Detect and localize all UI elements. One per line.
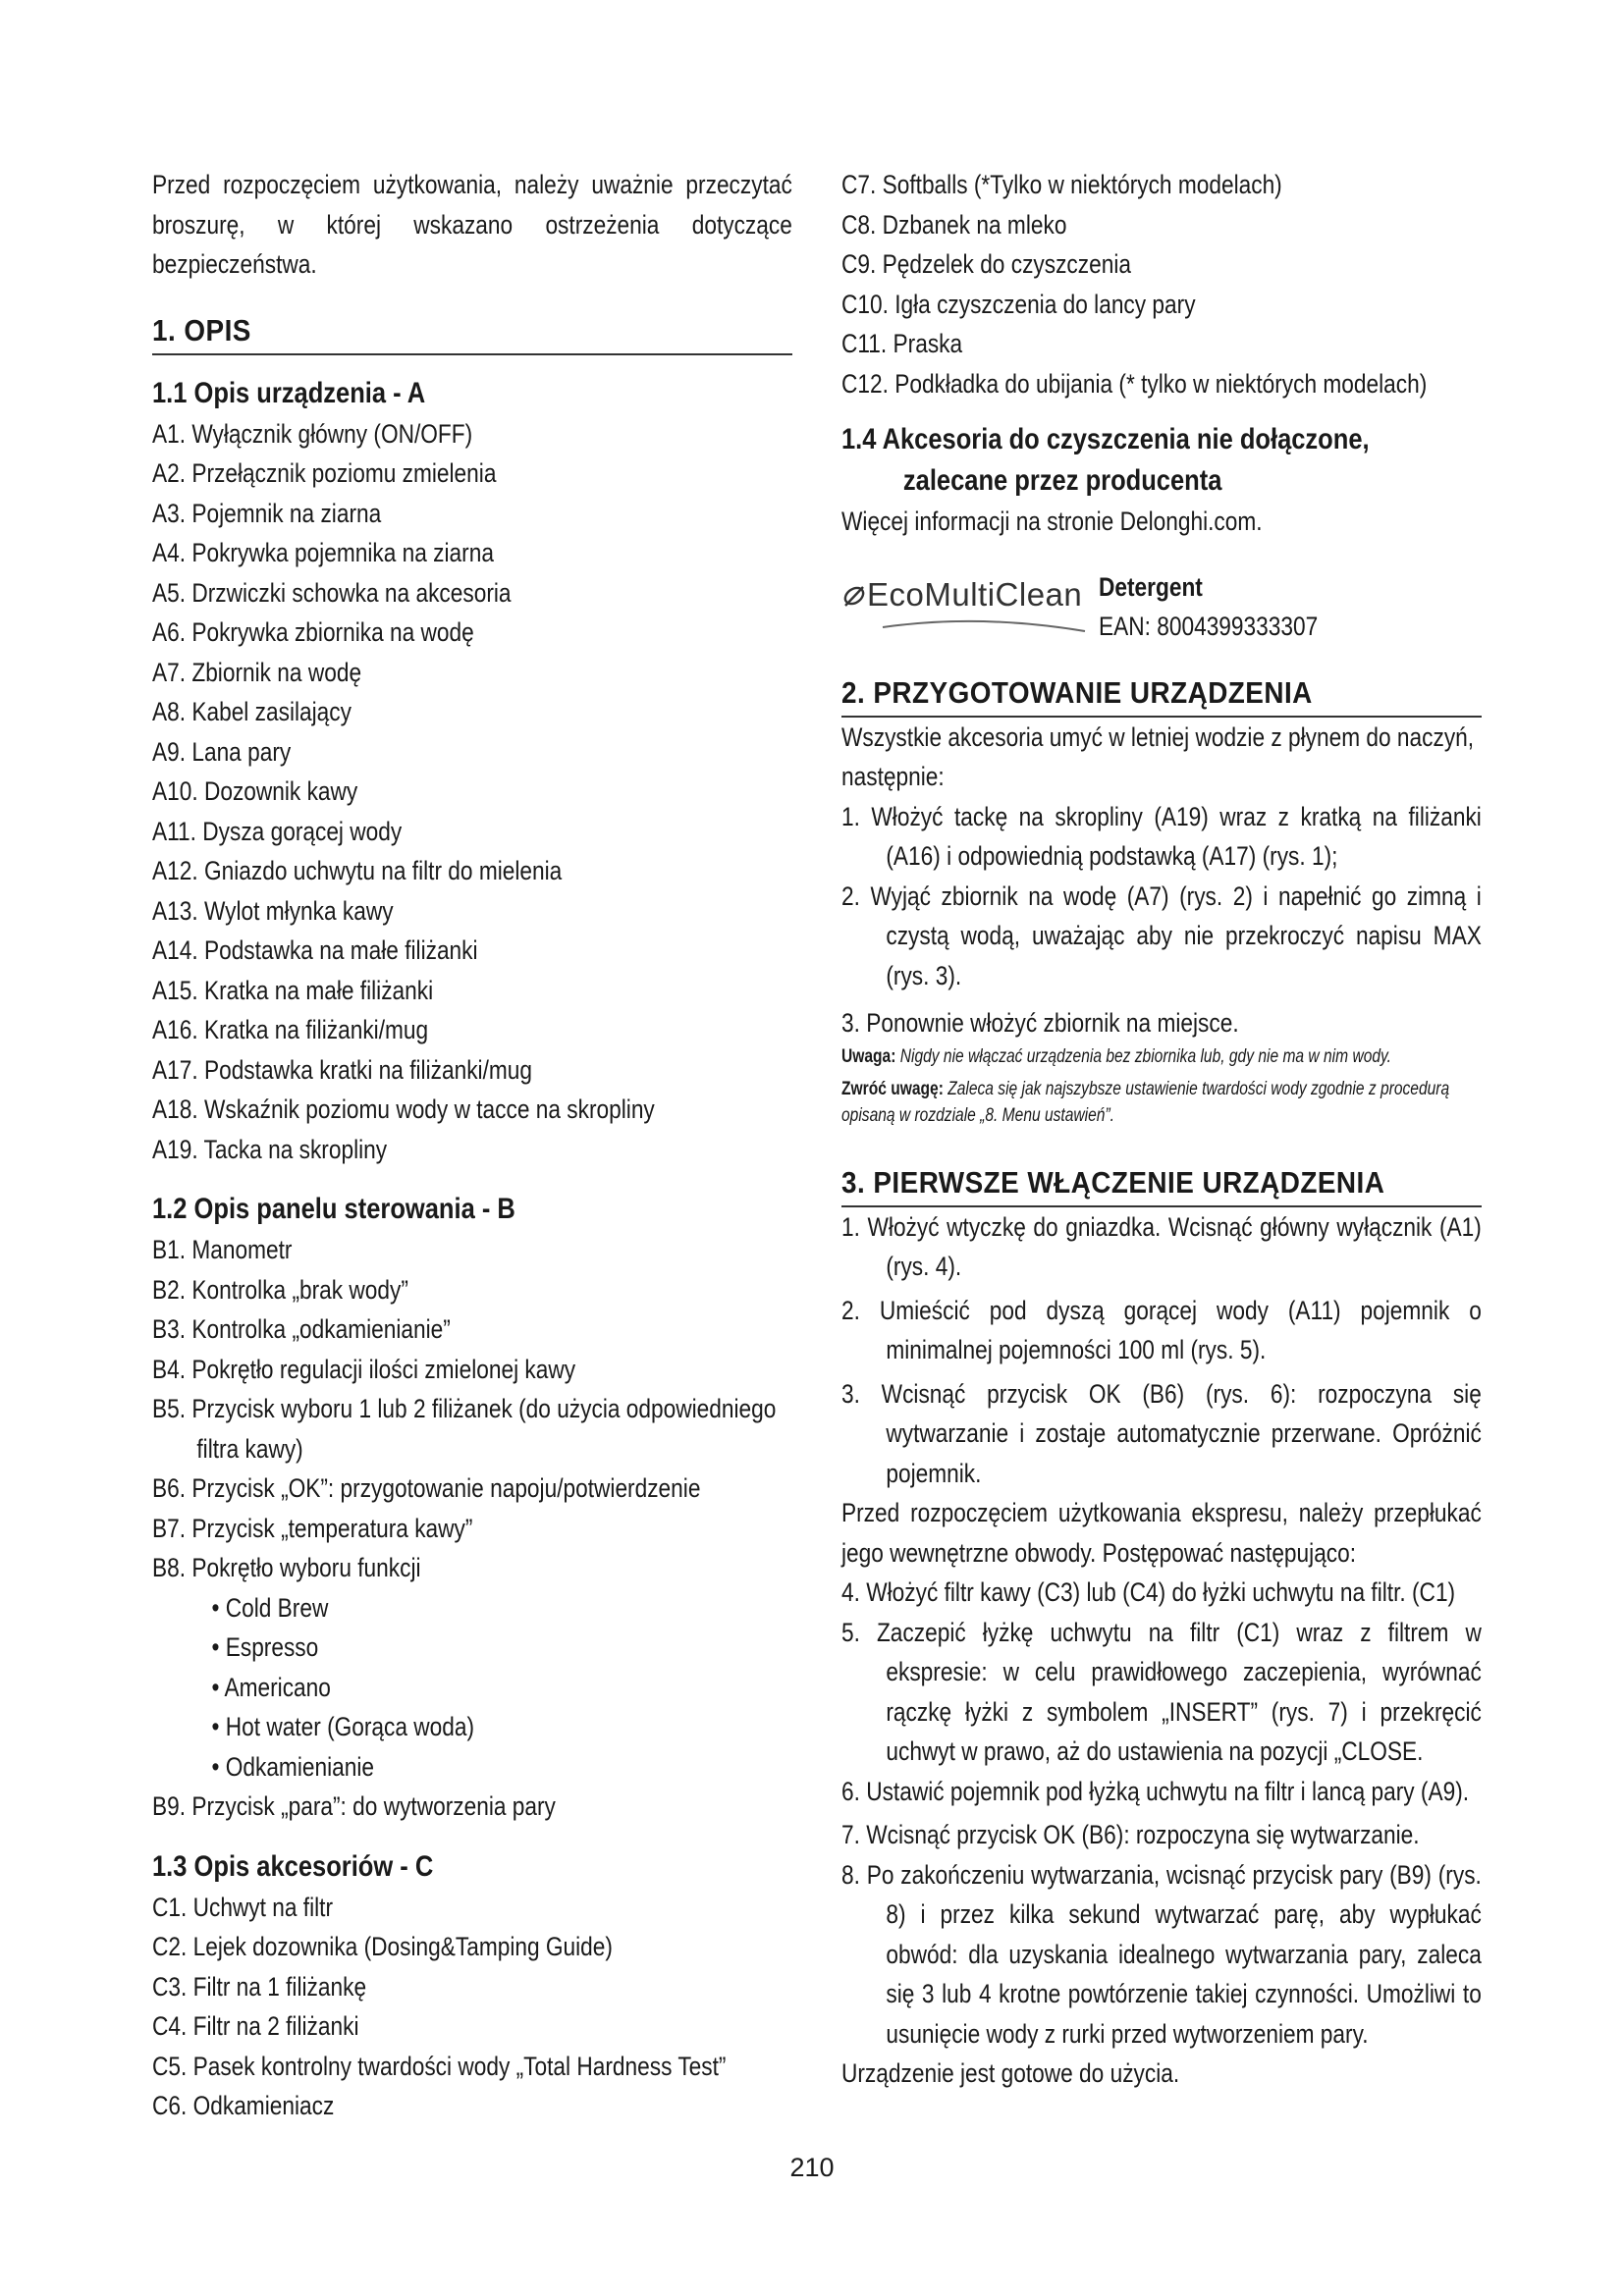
first-use-step-5: 5. Zaczepić łyżkę uchwytu na filtr (C1) wraz z filtrem w ekspresie: w celu prawidłowego zaczepienia, wyrównać rączkę łyżki z symbolem „INSERT” (rys. 7) i przekręcić uchwyt w prawo, aż do ustawienia na pozycji „CLOSE.: [841, 1617, 1482, 1766]
leaf-icon: [841, 583, 867, 609]
list-item: A1. Wyłącznik główny (ON/OFF): [152, 418, 473, 449]
ecomulticlean-logo: [841, 570, 1089, 643]
list-item: A14. Podstawka na małe filiżanki: [152, 935, 478, 965]
list-item: A4. Pokrywka pojemnika na ziarna: [152, 538, 494, 567]
section-1-title: 1. OPIS: [152, 310, 792, 355]
list-item: C1. Uchwyt na filtr: [152, 1892, 334, 1922]
list-item: C7. Softballs (*Tylko w niektórych modelach): [841, 170, 1282, 199]
list-item: C5. Pasek kontrolny twardości wody „Total Hardness Test”: [152, 2051, 727, 2081]
list-item: A13. Wylot młynka kawy: [152, 895, 394, 926]
note-attention: Zwróć uwagę: Zaleca się jak najszybsze ustawienie twardości wody zgodnie z procedurą opisaną w rozdziale „8. Menu ustawień”.: [841, 1078, 1450, 1126]
accessories-list-continued: [841, 165, 1482, 403]
more-info-text: Więcej informacji na stronie Delonghi.com.: [841, 507, 1263, 536]
list-item: A16. Kratka na filiżanki/mug: [152, 1015, 429, 1044]
list-item: C11. Praska: [841, 329, 963, 358]
list-item: A3. Pojemnik na ziarna: [152, 498, 382, 528]
list-item: B2. Kontrolka „brak wody”: [152, 1274, 408, 1305]
list-item: A5. Drzwiczki schowka na akcesoria: [152, 577, 512, 608]
first-use-step-8: 8. Po zakończeniu wytwarzania, wcisnąć przycisk pary (B9) (rys. 8) i przez kilka sekund wytwarzać parę, aby wypłukać obwód: dla uzyskania idealnego wytwarzania pary, zaleca się 3 lub 4 krotne powtórzenie takiej czynności. Umożliwi to usunięcie wody z rurki przed wytworzeniem pary.: [841, 1859, 1482, 2049]
list-item: C2. Lejek dozownika (Dosing&Tamping Guide): [152, 1932, 613, 1961]
list-item: A18. Wskaźnik poziomu wody w tacce na skropliny: [152, 1095, 655, 1124]
list-item: C9. Pędzelek do czyszczenia: [841, 249, 1131, 279]
list-item: C8. Dzbanek na mleko: [841, 209, 1067, 240]
function-option: • Cold Brew: [211, 1592, 329, 1623]
ean-code: EAN: 8004399333307: [1099, 612, 1319, 641]
subsection-1-4-title: 1.4 Akcesoria do czyszczenia nie dołączone,: [841, 423, 1370, 455]
list-item: A17. Podstawka kratki na filiżanki/mug: [152, 1054, 533, 1085]
list-item: C10. Igła czyszczenia do lancy pary: [841, 289, 1196, 319]
list-item: C3. Filtr na 1 filiżankę: [152, 1971, 367, 2002]
first-use-step-1: 1. Włożyć wtyczkę do gniazdka. Wcisnąć główny wyłącznik (A1) (rys. 4).: [841, 1211, 1482, 1281]
logo-wordmark: EcoMultiClean: [867, 576, 1083, 613]
list-item: A11. Dysza gorącej wody: [152, 816, 403, 846]
ready-text: Urządzenie jest gotowe do użycia.: [841, 2058, 1180, 2088]
first-use-step-2: 2. Umieścić pod dyszą gorącej wody (A11) pojemnik o minimalnej pojemności 100 ml (rys. 5).: [841, 1295, 1482, 1364]
list-item: B9. Przycisk „para”: do wytworzenia pary: [152, 1791, 556, 1821]
section-3-title: 3. PIERWSZE WŁĄCZENIE URZĄDZENIA: [841, 1162, 1482, 1207]
list-item: C12. Podkładka do ubijania (* tylko w niektórych modelach): [841, 368, 1428, 399]
subsection-1-2-title: 1.2 Opis panelu sterowania - B: [152, 1193, 515, 1225]
first-use-step-4: 4. Włożyć filtr kawy (C3) lub (C4) do łyżki uchwytu na filtr. (C1): [841, 1577, 1456, 1607]
function-option: • Hot water (Gorąca woda): [211, 1712, 475, 1741]
prep-step-2: 2. Wyjąć zbiornik na wodę (A7) (rys. 2) i napełnić go zimną i czystą wodą, uważając aby nie przekroczyć napisu MAX (rys. 3).: [841, 881, 1482, 990]
subsection-1-3-title: 1.3 Opis akcesoriów - C: [152, 1849, 434, 1883]
note-warning: Uwaga: Nigdy nie włączać urządzenia bez zbiornika lub, gdy nie ma w nim wody.: [841, 1045, 1391, 1067]
detergent-product: [841, 567, 1482, 647]
list-item: A12. Gniazdo uchwytu na filtr do mielenia: [152, 856, 563, 885]
list-item: A19. Tacka na skropliny: [152, 1134, 388, 1164]
list-item: C6. Odkamieniacz: [152, 2091, 335, 2120]
rinse-paragraph: Przed rozpoczęciem użytkowania ekspresu, należy przepłukać jego wewnętrzne obwody. Postępować następująco:: [841, 1498, 1482, 1568]
list-item: B3. Kontrolka „odkamienianie”: [152, 1314, 451, 1344]
first-use-step-6: 6. Ustawić pojemnik pod łyżką uchwytu na filtr i lancą pary (A9).: [841, 1776, 1470, 1806]
page-number: 210: [789, 2153, 835, 2182]
list-item: B4. Pokrętło regulacji ilości zmielonej kawy: [152, 1354, 576, 1384]
right-column: [841, 165, 1482, 2094]
control-panel-list: [152, 1230, 792, 1827]
list-item: B1. Manometr: [152, 1235, 293, 1264]
prep-step-1: 1. Włożyć tackę na skropliny (A19) wraz z kratką na filiżanki (A16) i odpowiednią podstawką (A17) (rys. 1);: [841, 801, 1482, 871]
function-option: • Espresso: [211, 1632, 319, 1662]
list-item: B6. Przycisk „OK”: przygotowanie napoju/potwierdzenie: [152, 1473, 701, 1503]
first-use-step-7: 7. Wcisnąć przycisk OK (B6): rozpoczyna się wytwarzanie.: [841, 1820, 1420, 1849]
device-parts-list: [152, 414, 792, 1170]
list-item: B8. Pokrętło wyboru funkcji: [152, 1553, 421, 1582]
list-item-continuation: filtra kawy): [196, 1433, 303, 1464]
list-item: B7. Przycisk „temperatura kawy”: [152, 1513, 473, 1543]
list-item: A6. Pokrywka zbiornika na wodę: [152, 617, 474, 647]
intro-paragraph: Przed rozpoczęciem użytkowania, należy uważnie przeczytać broszurę, w której wskazano ostrzeżenia dotyczące bezpieczeństwa.: [152, 170, 792, 279]
list-item: B5. Przycisk wyboru 1 lub 2 filiżanek (do użycia odpowiedniego: [152, 1394, 777, 1423]
list-item: A15. Kratka na małe filiżanki: [152, 975, 434, 1005]
section-2-intro: Wszystkie akcesoria umyć w letniej wodzie z płynem do naczyń, następnie:: [841, 721, 1475, 791]
list-item: A8. Kabel zasilający: [152, 697, 352, 726]
list-item: A2. Przełącznik poziomu zmielenia: [152, 458, 497, 488]
function-option: • Americano: [211, 1672, 331, 1702]
prep-step-3: 3. Ponownie włożyć zbiornik na miejsce.: [841, 1008, 1239, 1038]
function-option: • Odkamienianie: [211, 1751, 375, 1782]
left-column: [152, 165, 792, 2126]
list-item: C4. Filtr na 2 filiżanki: [152, 2011, 359, 2041]
subsection-1-1-title: 1.1 Opis urządzenia - A: [152, 376, 426, 409]
section-2-title: 2. PRZYGOTOWANIE URZĄDZENIA: [841, 672, 1482, 718]
subsection-1-4-title-line2: zalecane przez producenta: [902, 464, 1222, 497]
first-use-step-3: 3. Wcisnąć przycisk OK (B6) (rys. 6): rozpoczyna się wytwarzanie i zostaje automatycznie przerwane. Opróżnić pojemnik.: [841, 1378, 1482, 1488]
logo-swoosh: [881, 614, 1087, 635]
detergent-label: Detergent: [1099, 571, 1203, 602]
list-item: A7. Zbiornik na wodę: [152, 657, 362, 687]
list-item: A9. Lana pary: [152, 736, 292, 767]
accessories-list: [152, 1888, 792, 2126]
list-item: A10. Dozownik kawy: [152, 776, 358, 806]
